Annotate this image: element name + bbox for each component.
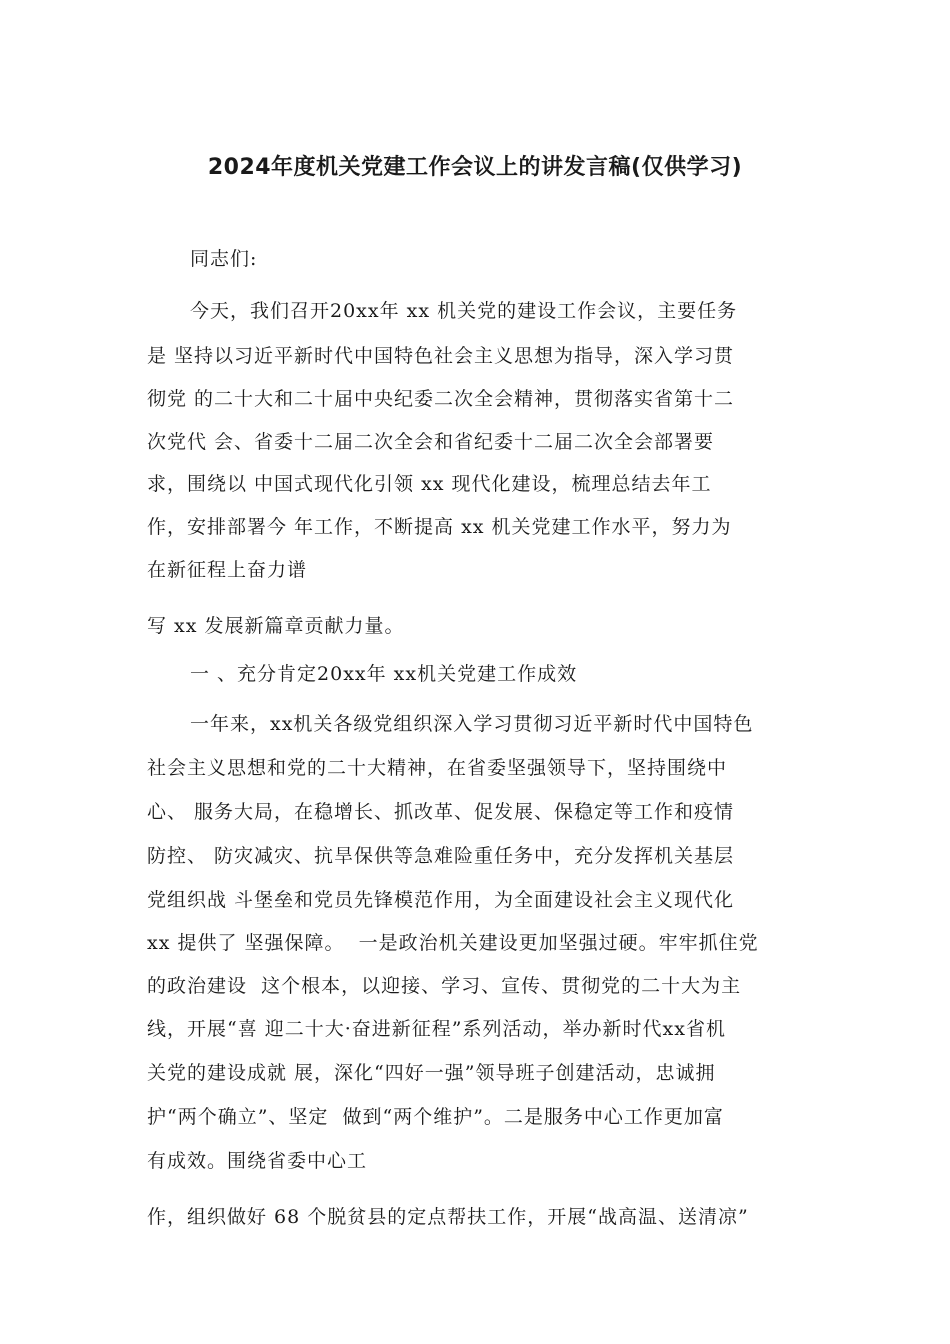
paragraph-line: 彻党 的二十大和二十届中央纪委二次全会精神，贯彻落实省第十二 xyxy=(147,388,735,410)
paragraph-line: 社会主义思想和党的二十大精神，在省委坚强领导下，坚持围绕中 xyxy=(147,757,728,779)
paragraph-line: 作，组织做好 68 个脱贫县的定点帮扶工作，开展“战高温、送清凉” xyxy=(147,1206,749,1228)
salutation-line: 同志们: xyxy=(190,248,258,270)
paragraph-line: 党组织战 斗堡垒和党员先锋模范作用，为全面建设社会主义现代化 xyxy=(147,889,735,911)
paragraph-line: 一年来，xx机关各级党组织深入学习贯彻习近平新时代中国特色 xyxy=(190,713,754,735)
paragraph-line: 护“两个确立”、坚定 做到“两个维护”。二是服务中心工作更加富 xyxy=(147,1106,724,1128)
paragraph-line: 今天，我们召开20xx年 xx 机关党的建设工作会议，主要任务 xyxy=(190,300,738,322)
paragraph-line: 有成效。围绕省委中心工 xyxy=(147,1150,368,1172)
paragraph-line: 心、 服务大局，在稳增长、抓改革、促发展、保稳定等工作和疫情 xyxy=(147,801,735,823)
paragraph-line: 关党的建设成就 展，深化“四好一强”领导班子创建活动，忠诚拥 xyxy=(147,1062,716,1084)
paragraph-line: 作，安排部署今 年工作，不断提高 xx 机关党建工作水平，努力为 xyxy=(147,516,732,538)
paragraph-line: 求，围绕以 中国式现代化引领 xx 现代化建设，梳理总结去年工 xyxy=(147,473,712,495)
paragraph-line: 次党代 会、省委十二届二次全会和省纪委十二届二次全会部署要 xyxy=(147,431,715,453)
paragraph-line: 在新征程上奋力谱 xyxy=(147,559,308,581)
paragraph-line: 是 坚持以习近平新时代中国特色社会主义思想为指导，深入学习贯 xyxy=(147,345,735,367)
document-title: 2024年度机关党建工作会议上的讲发言稿(仅供学习) xyxy=(207,155,743,180)
paragraph-line: 写 xx 发展新篇章贡献力量。 xyxy=(147,615,405,637)
paragraph-line: 线，开展“喜 迎二十大·奋进新征程”系列活动，举办新时代xx省机 xyxy=(147,1018,726,1040)
paragraph-line: xx 提供了 坚强保障。 一是政治机关建设更加坚强过硬。牢牢抓住党 xyxy=(147,932,759,954)
paragraph-line: 的政治建设 这个根本，以迎接、学习、宣传、贯彻党的二十大为主 xyxy=(147,975,742,997)
section-heading: 一 、充分肯定20xx年 xx机关党建工作成效 xyxy=(190,663,578,685)
paragraph-line: 防控、 防灾减灾、抗旱保供等急难险重任务中，充分发挥机关基层 xyxy=(147,845,735,867)
